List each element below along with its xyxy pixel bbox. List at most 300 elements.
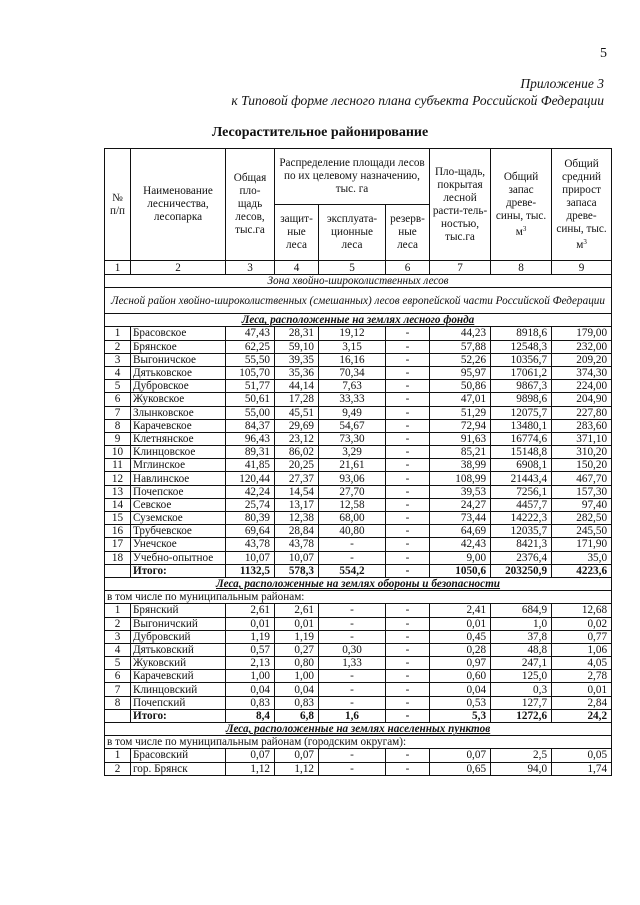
table-cell: Севское bbox=[131, 498, 226, 511]
table-cell: - bbox=[319, 670, 386, 683]
table-cell: 6 bbox=[105, 393, 131, 406]
table-cell: 0,3 bbox=[491, 683, 552, 696]
table-cell: 9898,6 bbox=[491, 393, 552, 406]
table-cell: 467,70 bbox=[552, 472, 612, 485]
table-cell: 0,01 bbox=[275, 617, 319, 630]
region-heading: Лесной район хвойно-широколиственных (смешанных) лесов европейской части Российской Федерации bbox=[105, 288, 612, 314]
table-cell: 69,64 bbox=[226, 525, 275, 538]
table-cell: 1 bbox=[105, 604, 131, 617]
table-cell: 11 bbox=[105, 459, 131, 472]
table-cell: 0,05 bbox=[552, 749, 612, 762]
header-name: Наименование лесничества, лесопарка bbox=[131, 149, 226, 261]
table-cell: 17 bbox=[105, 538, 131, 551]
table-cell: 23,12 bbox=[275, 432, 319, 445]
table-cell: 0,01 bbox=[430, 617, 491, 630]
total-cell bbox=[105, 564, 131, 577]
table-cell: 1,0 bbox=[491, 617, 552, 630]
table-cell: 33,33 bbox=[319, 393, 386, 406]
table-cell: 8918,6 bbox=[491, 327, 552, 340]
table-row bbox=[105, 643, 612, 656]
table-cell: Брасовский bbox=[131, 749, 226, 762]
table-cell: Унечское bbox=[131, 538, 226, 551]
table-cell: 1,12 bbox=[226, 762, 275, 775]
table-cell: 29,69 bbox=[275, 419, 319, 432]
table-cell: - bbox=[386, 353, 430, 366]
table-cell: 5 bbox=[105, 657, 131, 670]
table-cell: 2,61 bbox=[275, 604, 319, 617]
table-cell: Брянский bbox=[131, 604, 226, 617]
table-cell: 18 bbox=[105, 551, 131, 564]
table-cell: 1,19 bbox=[275, 630, 319, 643]
table-cell: - bbox=[386, 617, 430, 630]
table-cell: 0,07 bbox=[275, 749, 319, 762]
table-cell: - bbox=[386, 512, 430, 525]
table-cell: - bbox=[386, 630, 430, 643]
table-cell: 14,54 bbox=[275, 485, 319, 498]
page-number: 5 bbox=[600, 46, 607, 61]
table-row bbox=[105, 683, 612, 696]
table-cell: 0,60 bbox=[430, 670, 491, 683]
table-cell: 2376,4 bbox=[491, 551, 552, 564]
table-cell: 1,74 bbox=[552, 762, 612, 775]
table-cell: Жуковское bbox=[131, 393, 226, 406]
table-cell: 1,00 bbox=[275, 670, 319, 683]
table-cell: 14 bbox=[105, 498, 131, 511]
table-cell: - bbox=[386, 683, 430, 696]
table-cell: 3,15 bbox=[319, 340, 386, 353]
table-cell: Жуковский bbox=[131, 657, 226, 670]
table-cell: 27,70 bbox=[319, 485, 386, 498]
total-cell: 1132,5 bbox=[226, 564, 275, 577]
table-cell: 43,78 bbox=[226, 538, 275, 551]
table-cell: - bbox=[386, 551, 430, 564]
table-cell: Карачевский bbox=[131, 670, 226, 683]
table-cell: 12075,7 bbox=[491, 406, 552, 419]
table-cell: 12,68 bbox=[552, 604, 612, 617]
table-cell: Почепский bbox=[131, 696, 226, 709]
table-cell: 227,80 bbox=[552, 406, 612, 419]
table-cell: 43,78 bbox=[275, 538, 319, 551]
table-cell: 0,30 bbox=[319, 643, 386, 656]
table-cell: 120,44 bbox=[226, 472, 275, 485]
table-cell: 6908,1 bbox=[491, 459, 552, 472]
table-cell: 2,84 bbox=[552, 696, 612, 709]
section-note-row bbox=[105, 736, 612, 749]
table-cell: 41,85 bbox=[226, 459, 275, 472]
total-row bbox=[105, 709, 612, 722]
table-cell: 245,50 bbox=[552, 525, 612, 538]
total-cell: 1050,6 bbox=[430, 564, 491, 577]
table-cell: 10356,7 bbox=[491, 353, 552, 366]
table-cell: Мглинское bbox=[131, 459, 226, 472]
total-cell: 1272,6 bbox=[491, 709, 552, 722]
table-cell: Брасовское bbox=[131, 327, 226, 340]
table-cell: 9 bbox=[105, 432, 131, 445]
table-cell: 3 bbox=[105, 353, 131, 366]
section-title-row bbox=[105, 723, 612, 736]
table-row bbox=[105, 419, 612, 432]
section-title-row bbox=[105, 314, 612, 327]
table-row bbox=[105, 485, 612, 498]
table-cell: 224,00 bbox=[552, 380, 612, 393]
table-cell: - bbox=[386, 393, 430, 406]
table-cell: - bbox=[319, 762, 386, 775]
section-title-row bbox=[105, 577, 612, 590]
total-cell: Итого: bbox=[131, 564, 226, 577]
table-cell: 179,00 bbox=[552, 327, 612, 340]
table-cell: 16774,6 bbox=[491, 432, 552, 445]
total-cell: 203250,9 bbox=[491, 564, 552, 577]
header-stock: Общий запас древе-сины, тыс. $м^3$ bbox=[491, 149, 552, 261]
table-cell: 35,36 bbox=[275, 366, 319, 379]
table-cell: - bbox=[386, 657, 430, 670]
table-cell: 19,12 bbox=[319, 327, 386, 340]
table-cell: - bbox=[386, 498, 430, 511]
table-cell: 310,20 bbox=[552, 446, 612, 459]
table-cell: 20,25 bbox=[275, 459, 319, 472]
table-cell: 73,44 bbox=[430, 512, 491, 525]
table-cell: 52,26 bbox=[430, 353, 491, 366]
table-cell: 4457,7 bbox=[491, 498, 552, 511]
table-cell: 0,97 bbox=[430, 657, 491, 670]
table-cell: Карачевское bbox=[131, 419, 226, 432]
table-cell: 70,34 bbox=[319, 366, 386, 379]
column-number: 9 bbox=[552, 261, 612, 275]
table-cell: 204,90 bbox=[552, 393, 612, 406]
table-cell: 95,97 bbox=[430, 366, 491, 379]
table-cell: 91,63 bbox=[430, 432, 491, 445]
table-cell: 35,0 bbox=[552, 551, 612, 564]
table-cell: 13480,1 bbox=[491, 419, 552, 432]
table-cell: 89,31 bbox=[226, 446, 275, 459]
table-cell: 24,27 bbox=[430, 498, 491, 511]
table-cell: 96,43 bbox=[226, 432, 275, 445]
table-cell: - bbox=[386, 459, 430, 472]
appendix-label: Приложение 3 bbox=[520, 76, 604, 91]
zone-heading: Зона хвойно-широколиственных лесов bbox=[105, 275, 612, 288]
table-cell: Брянское bbox=[131, 340, 226, 353]
table-cell: 25,74 bbox=[226, 498, 275, 511]
table-cell: 12,38 bbox=[275, 512, 319, 525]
column-numbers-row bbox=[105, 261, 612, 275]
table-cell: 1,12 bbox=[275, 762, 319, 775]
table-cell: 50,61 bbox=[226, 393, 275, 406]
region-row bbox=[105, 288, 612, 314]
table-row bbox=[105, 670, 612, 683]
table-cell: 21443,4 bbox=[491, 472, 552, 485]
section-note-row bbox=[105, 591, 612, 604]
table-cell: - bbox=[319, 683, 386, 696]
table-cell: 0,57 bbox=[226, 643, 275, 656]
table-cell: 0,53 bbox=[430, 696, 491, 709]
table-cell: 42,43 bbox=[430, 538, 491, 551]
table-cell: 2,5 bbox=[491, 749, 552, 762]
table-row bbox=[105, 525, 612, 538]
table-cell: - bbox=[386, 406, 430, 419]
table-cell: 97,40 bbox=[552, 498, 612, 511]
table-cell: Трубчевское bbox=[131, 525, 226, 538]
table-cell: - bbox=[386, 366, 430, 379]
table-cell: 47,01 bbox=[430, 393, 491, 406]
header-exploitation: эксплуата-ционные леса bbox=[319, 205, 386, 261]
table-cell: Выгоничское bbox=[131, 353, 226, 366]
table-row bbox=[105, 459, 612, 472]
table-cell: 0,77 bbox=[552, 630, 612, 643]
table-row bbox=[105, 657, 612, 670]
table-cell: 4,05 bbox=[552, 657, 612, 670]
table-cell: 374,30 bbox=[552, 366, 612, 379]
table-cell: 9,49 bbox=[319, 406, 386, 419]
table-cell: Дубровское bbox=[131, 380, 226, 393]
table-cell: 15148,8 bbox=[491, 446, 552, 459]
table-cell: 50,86 bbox=[430, 380, 491, 393]
table-cell: 44,14 bbox=[275, 380, 319, 393]
table-cell: 39,35 bbox=[275, 353, 319, 366]
table-cell: 42,24 bbox=[226, 485, 275, 498]
table-cell: 13,17 bbox=[275, 498, 319, 511]
table-cell: 2,41 bbox=[430, 604, 491, 617]
column-number: 5 bbox=[319, 261, 386, 275]
header-num: № п/п bbox=[105, 149, 131, 261]
section-title: Леса, расположенные на землях обороны и безопасности bbox=[105, 577, 612, 590]
table-cell: 0,83 bbox=[226, 696, 275, 709]
section-title: Леса, расположенные на землях лесного фонда bbox=[105, 314, 612, 327]
table-cell: 37,8 bbox=[491, 630, 552, 643]
table-cell: 7,63 bbox=[319, 380, 386, 393]
table-cell: 55,50 bbox=[226, 353, 275, 366]
table-cell: 2 bbox=[105, 617, 131, 630]
table-cell: 17061,2 bbox=[491, 366, 552, 379]
table-cell: 157,30 bbox=[552, 485, 612, 498]
table-cell: 247,1 bbox=[491, 657, 552, 670]
table-row bbox=[105, 406, 612, 419]
total-cell: 6,8 bbox=[275, 709, 319, 722]
table-cell: - bbox=[386, 525, 430, 538]
table-cell: 283,60 bbox=[552, 419, 612, 432]
table-row bbox=[105, 617, 612, 630]
table-cell: 0,01 bbox=[226, 617, 275, 630]
table-cell: 48,8 bbox=[491, 643, 552, 656]
table-cell: Клинцовское bbox=[131, 446, 226, 459]
table-cell: 2,78 bbox=[552, 670, 612, 683]
table-cell: 72,94 bbox=[430, 419, 491, 432]
column-number: 2 bbox=[131, 261, 226, 275]
table-cell: 0,04 bbox=[226, 683, 275, 696]
total-cell: 24,2 bbox=[552, 709, 612, 722]
table-cell: 2,13 bbox=[226, 657, 275, 670]
table-cell: - bbox=[386, 670, 430, 683]
table-cell: 84,37 bbox=[226, 419, 275, 432]
table-cell: - bbox=[386, 472, 430, 485]
table-cell: 12,58 bbox=[319, 498, 386, 511]
column-number: 6 bbox=[386, 261, 430, 275]
table-cell: 16 bbox=[105, 525, 131, 538]
total-cell: Итого: bbox=[131, 709, 226, 722]
table-cell: 1 bbox=[105, 327, 131, 340]
table-cell: 12548,3 bbox=[491, 340, 552, 353]
zone-row bbox=[105, 275, 612, 288]
table-cell: 64,69 bbox=[430, 525, 491, 538]
table-cell: - bbox=[386, 327, 430, 340]
table-cell: Клинцовский bbox=[131, 683, 226, 696]
table-cell: 57,88 bbox=[430, 340, 491, 353]
table-cell: - bbox=[386, 643, 430, 656]
table-row bbox=[105, 762, 612, 775]
table-cell: - bbox=[386, 762, 430, 775]
table-cell: 1,00 bbox=[226, 670, 275, 683]
table-cell: 232,00 bbox=[552, 340, 612, 353]
total-cell bbox=[105, 709, 131, 722]
table-cell: 28,31 bbox=[275, 327, 319, 340]
table-cell: 2 bbox=[105, 340, 131, 353]
table-cell: 3,29 bbox=[319, 446, 386, 459]
table-cell: Дубровский bbox=[131, 630, 226, 643]
table-cell: Клетнянское bbox=[131, 432, 226, 445]
table-cell: 127,7 bbox=[491, 696, 552, 709]
table-row bbox=[105, 472, 612, 485]
column-number: 1 bbox=[105, 261, 131, 275]
table-row bbox=[105, 604, 612, 617]
forest-zoning-table bbox=[104, 148, 612, 776]
table-cell: 0,65 bbox=[430, 762, 491, 775]
table-cell: 0,28 bbox=[430, 643, 491, 656]
table-cell: 80,39 bbox=[226, 512, 275, 525]
table-cell: Выгоничский bbox=[131, 617, 226, 630]
table-cell: 8 bbox=[105, 419, 131, 432]
table-row bbox=[105, 538, 612, 551]
total-cell: 8,4 bbox=[226, 709, 275, 722]
table-cell: - bbox=[319, 551, 386, 564]
table-cell: Суземское bbox=[131, 512, 226, 525]
table-cell: - bbox=[319, 617, 386, 630]
section-title: Леса, расположенные на землях населенных пунктов bbox=[105, 723, 612, 736]
table-cell: 14222,3 bbox=[491, 512, 552, 525]
section-note: в том числе по муниципальным районам (городским округам): bbox=[105, 736, 612, 749]
table-cell: 16,16 bbox=[319, 353, 386, 366]
table-cell: 0,07 bbox=[226, 749, 275, 762]
table-cell: 51,29 bbox=[430, 406, 491, 419]
table-cell: 93,06 bbox=[319, 472, 386, 485]
table-cell: 47,43 bbox=[226, 327, 275, 340]
table-cell: 2,61 bbox=[226, 604, 275, 617]
table-cell: 10,07 bbox=[275, 551, 319, 564]
table-cell: 209,20 bbox=[552, 353, 612, 366]
table-cell: 38,99 bbox=[430, 459, 491, 472]
header-distribution: Распределение площади лесов по их целевому назначению, тыс. га bbox=[275, 149, 430, 205]
table-cell: 6 bbox=[105, 670, 131, 683]
header-forested: Пло-щадь, покрытая лесной расти-тель-ностью, тыс.га bbox=[430, 149, 491, 261]
table-cell: 21,61 bbox=[319, 459, 386, 472]
total-row bbox=[105, 564, 612, 577]
table-cell: 0,45 bbox=[430, 630, 491, 643]
table-cell: - bbox=[386, 446, 430, 459]
section-note: в том числе по муниципальным районам: bbox=[105, 591, 612, 604]
total-cell: 4223,6 bbox=[552, 564, 612, 577]
table-cell: - bbox=[319, 696, 386, 709]
table-cell: 0,02 bbox=[552, 617, 612, 630]
table-cell: 4 bbox=[105, 643, 131, 656]
total-cell: 554,2 bbox=[319, 564, 386, 577]
table-row bbox=[105, 432, 612, 445]
table-cell: 171,90 bbox=[552, 538, 612, 551]
table-cell: - bbox=[386, 340, 430, 353]
table-row bbox=[105, 380, 612, 393]
table-cell: 59,10 bbox=[275, 340, 319, 353]
table-cell: 40,80 bbox=[319, 525, 386, 538]
table-cell: 2 bbox=[105, 762, 131, 775]
table-row bbox=[105, 446, 612, 459]
table-cell: 282,50 bbox=[552, 512, 612, 525]
table-cell: 73,30 bbox=[319, 432, 386, 445]
table-cell: 3 bbox=[105, 630, 131, 643]
table-cell: 108,99 bbox=[430, 472, 491, 485]
table-cell: 8421,3 bbox=[491, 538, 552, 551]
appendix-subtitle: к Типовой форме лесного плана субъекта Российской Федерации bbox=[231, 93, 604, 108]
table-cell: 1,33 bbox=[319, 657, 386, 670]
table-cell: - bbox=[386, 485, 430, 498]
column-number: 3 bbox=[226, 261, 275, 275]
table-cell: 105,70 bbox=[226, 366, 275, 379]
table-cell: 54,67 bbox=[319, 419, 386, 432]
table-cell: 94,0 bbox=[491, 762, 552, 775]
table-cell: 86,02 bbox=[275, 446, 319, 459]
table-row bbox=[105, 327, 612, 340]
column-number: 8 bbox=[491, 261, 552, 275]
table-row bbox=[105, 551, 612, 564]
table-cell: 0,83 bbox=[275, 696, 319, 709]
table-cell: 1 bbox=[105, 749, 131, 762]
table-cell: - bbox=[386, 749, 430, 762]
table-cell: 1,06 bbox=[552, 643, 612, 656]
table-cell: 68,00 bbox=[319, 512, 386, 525]
table-cell: Дятьковское bbox=[131, 366, 226, 379]
table-cell: 684,9 bbox=[491, 604, 552, 617]
total-cell: 578,3 bbox=[275, 564, 319, 577]
table-cell: 5 bbox=[105, 380, 131, 393]
table-cell: - bbox=[386, 696, 430, 709]
header-growth: Общий средний прирост запаса древе-сины, тыс. $м^3$ bbox=[552, 149, 612, 261]
table-cell: 7256,1 bbox=[491, 485, 552, 498]
table-cell: 7 bbox=[105, 406, 131, 419]
table-row bbox=[105, 630, 612, 643]
table-cell: - bbox=[386, 432, 430, 445]
column-number: 4 bbox=[275, 261, 319, 275]
table-cell: Почепское bbox=[131, 485, 226, 498]
table-cell: 0,80 bbox=[275, 657, 319, 670]
header-reserve: резерв-ные леса bbox=[386, 205, 430, 261]
table-cell: 0,04 bbox=[430, 683, 491, 696]
total-cell: - bbox=[386, 709, 430, 722]
total-cell: 5,3 bbox=[430, 709, 491, 722]
table-cell: 0,01 bbox=[552, 683, 612, 696]
table-cell: 8 bbox=[105, 696, 131, 709]
header-total-area: Общая пло-щадь лесов, тыс.га bbox=[226, 149, 275, 261]
table-cell: 10 bbox=[105, 446, 131, 459]
table-cell: 62,25 bbox=[226, 340, 275, 353]
table-row bbox=[105, 393, 612, 406]
table-cell: 0,27 bbox=[275, 643, 319, 656]
table-cell: - bbox=[386, 380, 430, 393]
table-cell: Злынковское bbox=[131, 406, 226, 419]
table-cell: - bbox=[386, 419, 430, 432]
table-cell: 371,10 bbox=[552, 432, 612, 445]
table-cell: 85,21 bbox=[430, 446, 491, 459]
table-cell: 0,04 bbox=[275, 683, 319, 696]
table-cell: 12 bbox=[105, 472, 131, 485]
table-cell: 55,00 bbox=[226, 406, 275, 419]
column-number: 7 bbox=[430, 261, 491, 275]
table-cell: 12035,7 bbox=[491, 525, 552, 538]
